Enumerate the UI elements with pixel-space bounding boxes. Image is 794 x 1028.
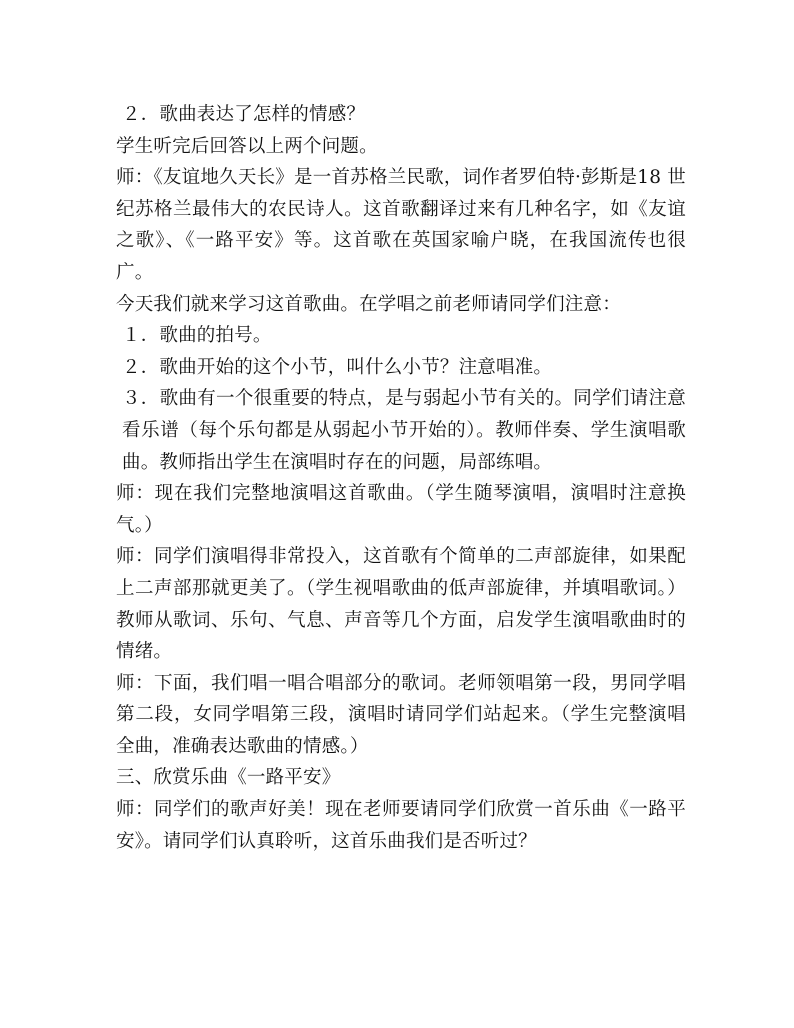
note-item-2: ２．歌曲开始的这个小节，叫什么小节？注意唱准。 — [122, 356, 553, 378]
question-2: ２．歌曲表达了怎样的情感？ — [122, 104, 366, 125]
teacher-two-part-paragraph: 师：同学们演唱得非常投入，这首歌有个简单的二声部旋律，如果配上二声部那就更美了。（学生视唱歌曲的低声部旋律，并填唱歌词。）教师从歌词、乐句、气息、声音等几个方面，启发学生演唱歌曲时的情绪。 — [116, 546, 686, 663]
section-heading-3: 三、欣赏乐曲《一路平安》 — [116, 767, 341, 789]
document-body — [116, 99, 686, 857]
learning-intro-paragraph: 今天我们就来学习这首歌曲。在学唱之前老师请同学们注意： — [116, 293, 621, 315]
teacher-intro-paragraph: 师：《友谊地久天长》是一首苏格兰民歌，词作者罗伯特·彭斯是18 世纪苏格兰最伟大的农民诗人。这首歌翻译过来有几种名字，如《友谊之歌》、《一路平安》等。这首歌在英国家喻户晓，在我国流传也很广。 — [116, 167, 686, 283]
student-answer-note: 学生听完后回答以上两个问题。 — [116, 135, 378, 157]
note-item-1: １．歌曲的拍号。 — [122, 325, 272, 347]
teacher-full-singing-paragraph: 师：现在我们完整地演唱这首歌曲。（学生随琴演唱，演唱时注意换气。） — [116, 483, 686, 536]
teacher-appreciation-paragraph: 师：同学们的歌声好美！现在老师要请同学们欣赏一首乐曲《一路平安》。请同学们认真聆听，这首乐曲我们是否听过？ — [116, 799, 686, 852]
teacher-chorus-paragraph: 师：下面，我们唱一唱合唱部分的歌词。老师领唱第一段，男同学唱第二段，女同学唱第三段，演唱时请同学们站起来。（学生完整演唱全曲，准确表达歌曲的情感。） — [116, 672, 686, 757]
note-item-3: ３．歌曲有一个很重要的特点，是与弱起小节有关的。同学们请注意看乐谱（每个乐句都是从弱起小节开始的）。教师伴奏、学生演唱歌曲。教师指出学生在演唱时存在的问题，局部练唱。 — [122, 388, 686, 473]
